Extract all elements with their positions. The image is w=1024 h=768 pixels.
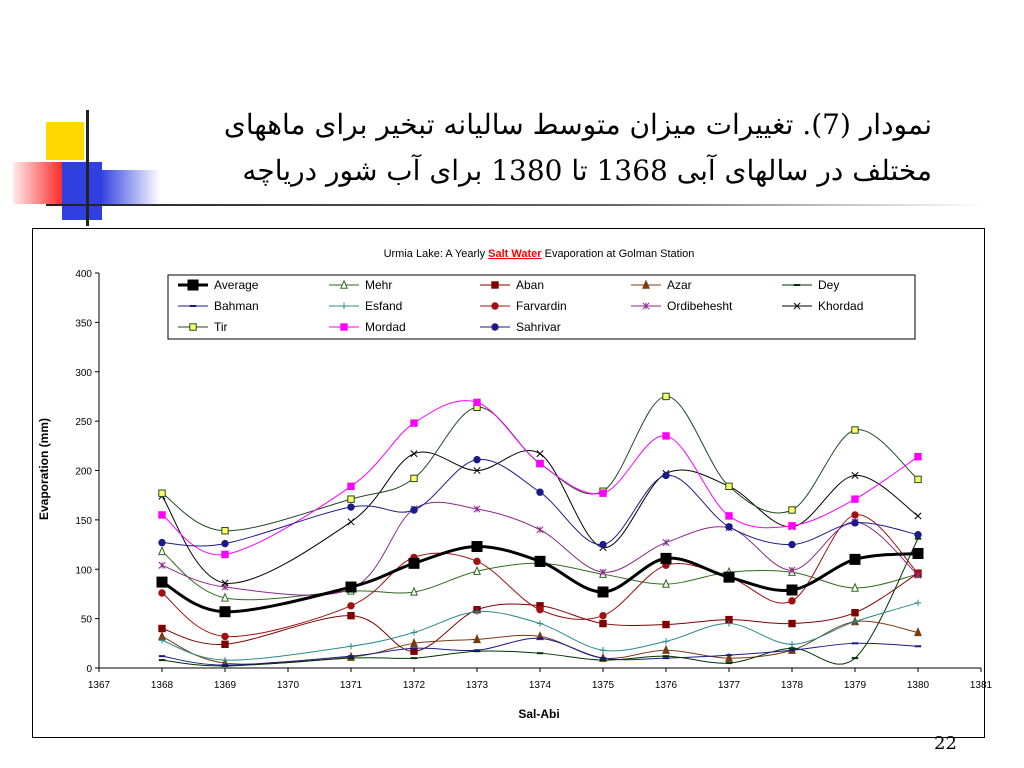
data-point <box>474 456 480 462</box>
data-point <box>850 554 860 564</box>
data-point <box>663 472 669 478</box>
data-point <box>852 520 858 526</box>
data-point <box>724 572 734 582</box>
y-tick-label: 200 <box>75 466 92 478</box>
y-tick-label: 50 <box>80 614 92 626</box>
data-point <box>220 607 230 617</box>
data-point <box>789 523 795 529</box>
data-point <box>789 641 795 647</box>
chart-title-part-2: : A Yearly <box>439 248 489 260</box>
x-tick-label: 1379 <box>843 680 867 691</box>
data-point <box>348 643 354 649</box>
data-point <box>915 453 921 459</box>
data-point <box>537 607 543 613</box>
data-point <box>348 603 354 609</box>
legend-item-average <box>178 278 259 292</box>
y-axis-ticks <box>75 269 99 675</box>
data-point <box>852 496 858 502</box>
data-point <box>726 513 732 519</box>
legend-label: Average <box>214 278 259 292</box>
decor-blue-square <box>62 162 102 220</box>
data-point <box>492 324 498 330</box>
data-point <box>726 483 732 489</box>
data-point <box>348 612 354 618</box>
series-line-ordibehesht <box>162 502 918 595</box>
x-tick-label: 1375 <box>591 680 615 691</box>
legend-label: Azar <box>667 278 692 292</box>
decor-horizontal-line <box>46 204 986 206</box>
data-point <box>852 610 858 616</box>
data-point <box>222 551 228 557</box>
data-point <box>913 548 923 558</box>
data-point <box>852 512 858 518</box>
data-point <box>600 647 606 653</box>
y-tick-label: 400 <box>75 269 92 280</box>
y-tick-label: 350 <box>75 318 92 330</box>
y-tick-label: 300 <box>75 367 92 379</box>
data-point <box>537 620 543 626</box>
data-point <box>789 507 795 513</box>
data-point <box>663 393 669 399</box>
chart-frame <box>32 228 993 738</box>
data-point <box>190 324 196 330</box>
page-number: 22 <box>934 733 957 754</box>
data-point <box>600 620 606 626</box>
data-point <box>348 519 354 525</box>
data-point <box>411 451 417 457</box>
chart-plot <box>33 229 993 737</box>
x-tick-label: 1381 <box>969 680 993 691</box>
data-point <box>915 476 921 482</box>
slide-title-line-2: مختلف در سالهای آبی 1368 تا 1380 برای آب شور دریاچه <box>242 154 932 187</box>
data-point <box>535 556 545 566</box>
x-axis-label: Sal-Abi <box>518 707 560 721</box>
data-point <box>222 641 228 647</box>
legend-label: Farvardin <box>516 299 567 313</box>
data-point <box>663 433 669 439</box>
series-layer <box>157 393 923 666</box>
data-point <box>409 558 419 568</box>
x-tick-label: 1368 <box>150 680 174 691</box>
x-tick-label: 1373 <box>465 680 489 691</box>
x-tick-label: 1374 <box>528 680 552 691</box>
data-point <box>346 582 356 592</box>
series-ordibehesht <box>159 502 921 595</box>
data-point <box>159 512 165 518</box>
data-point <box>411 507 417 513</box>
y-axis-label: Evaporation (mm) <box>37 417 51 521</box>
data-point <box>188 280 198 290</box>
y-tick-label: 250 <box>75 417 92 429</box>
legend-label: Mordad <box>365 320 406 334</box>
decor-vertical-line <box>86 110 89 226</box>
x-tick-label: 1369 <box>213 680 237 691</box>
data-point <box>537 451 543 457</box>
y-tick-label: 0 <box>86 664 92 675</box>
x-tick-label: 1372 <box>402 680 426 691</box>
series-line-sahrivar <box>162 459 918 546</box>
data-point <box>159 547 165 554</box>
chart-legend <box>168 275 915 339</box>
legend-label: Bahman <box>214 299 259 313</box>
series-mordad <box>159 399 921 557</box>
data-point <box>661 553 671 563</box>
chart-title-highlight: Salt Water <box>488 248 542 260</box>
data-point <box>159 539 165 545</box>
chart-title-part-1: Urmia Lake <box>383 248 440 260</box>
legend-label: Khordad <box>818 299 864 313</box>
data-point <box>537 489 543 495</box>
data-point <box>600 490 606 496</box>
data-point <box>492 282 498 288</box>
data-point <box>663 646 669 653</box>
data-point <box>411 475 417 481</box>
slide-title-line-1: نمودار (7). تغییرات میزان متوسط سالیانه تبخیر برای ماههای <box>223 108 932 141</box>
data-point <box>348 504 354 510</box>
data-point <box>915 513 921 519</box>
data-point <box>663 539 669 545</box>
data-point <box>348 496 354 502</box>
data-point <box>159 562 165 568</box>
data-point <box>789 541 795 547</box>
data-point <box>915 531 921 537</box>
legend-label: Aban <box>516 278 545 292</box>
data-point <box>411 420 417 426</box>
data-point <box>789 620 795 626</box>
data-point <box>600 612 606 618</box>
data-point <box>159 625 165 631</box>
data-point <box>472 542 482 552</box>
data-point <box>663 621 669 627</box>
data-point <box>411 629 417 635</box>
data-point <box>222 540 228 546</box>
legend-label: Sahrivar <box>516 320 561 334</box>
data-point <box>159 490 165 496</box>
data-point <box>492 303 498 309</box>
x-tick-label: 1376 <box>654 680 678 691</box>
x-tick-label: 1377 <box>717 680 741 691</box>
data-point <box>159 590 165 596</box>
x-tick-label: 1367 <box>87 680 111 691</box>
data-point <box>598 587 608 597</box>
data-point <box>474 558 480 564</box>
y-tick-label: 100 <box>75 565 92 577</box>
data-point <box>915 600 921 606</box>
data-point <box>348 483 354 489</box>
chart-title <box>384 248 695 260</box>
x-tick-label: 1370 <box>276 680 300 691</box>
legend-label: Dey <box>818 278 840 292</box>
data-point <box>789 598 795 604</box>
y-tick-label: 150 <box>75 515 92 527</box>
slide-title <box>130 102 932 194</box>
data-point <box>537 527 543 533</box>
data-point <box>663 638 669 644</box>
legend-label: Ordibehesht <box>667 299 733 313</box>
series-sahrivar <box>159 456 921 547</box>
data-point <box>726 524 732 530</box>
x-tick-label: 1380 <box>906 680 930 691</box>
data-point <box>787 585 797 595</box>
legend-label: Tir <box>214 320 228 334</box>
x-tick-label: 1378 <box>780 680 804 691</box>
legend-label: Mehr <box>365 278 393 292</box>
data-point <box>157 577 167 587</box>
data-point <box>852 427 858 433</box>
data-point <box>474 399 480 405</box>
decor-yellow-square <box>46 122 84 160</box>
chart-title-part-4: Evaporation at Golman Station <box>541 248 695 260</box>
data-point <box>341 324 347 330</box>
legend-label: Esfand <box>365 299 403 313</box>
x-axis-ticks <box>88 668 993 691</box>
data-point <box>537 460 543 466</box>
data-point <box>222 528 228 534</box>
data-point <box>600 541 606 547</box>
data-point <box>222 633 228 639</box>
x-tick-label: 1371 <box>339 680 363 691</box>
